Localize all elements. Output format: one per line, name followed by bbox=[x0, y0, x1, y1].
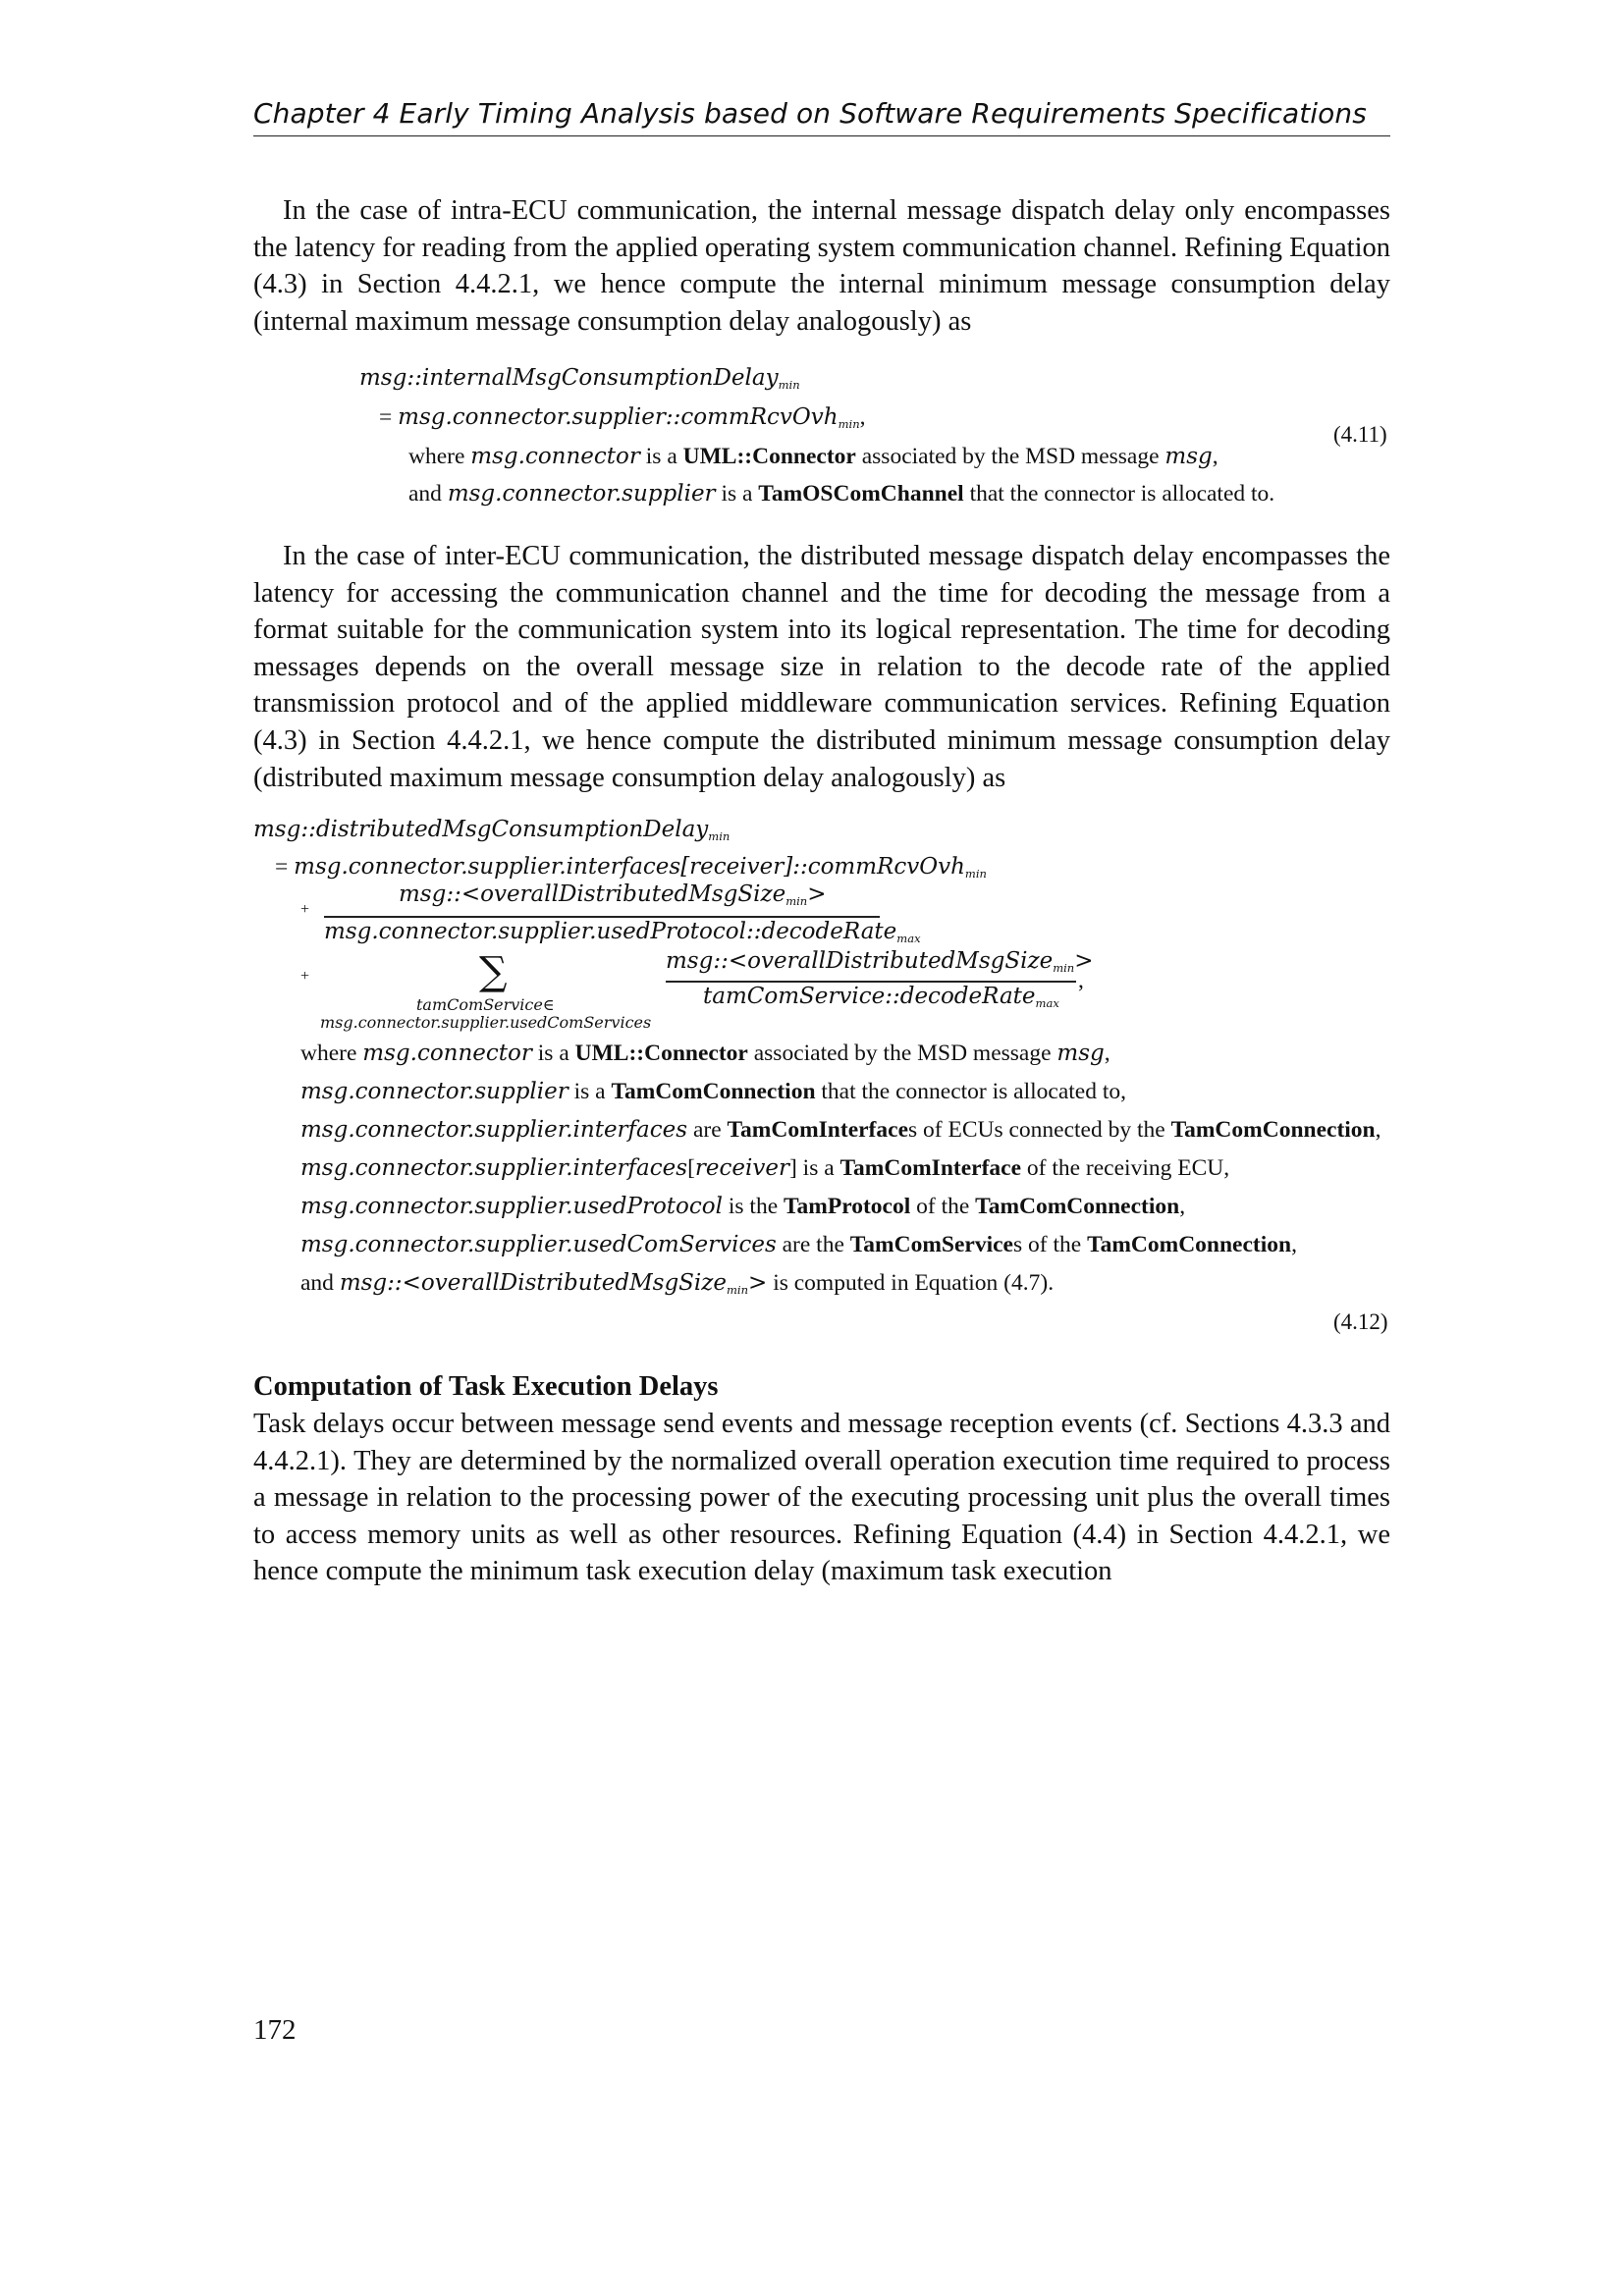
section-heading: Computation of Task Execution Delays bbox=[253, 1371, 719, 1402]
eq412-lhs: msg::distributedMsgConsumptionDelay$_{min}$ bbox=[253, 817, 731, 844]
eq412-where-2: msg.connector.supplier is a TamComConnection that the connector is allocated to, bbox=[300, 1079, 1127, 1104]
trailing-comma: , bbox=[1078, 968, 1084, 993]
summation-symbol: ∑ bbox=[479, 949, 508, 994]
eq412-where-6: msg.connector.supplier.usedComServices are the TamComServices of the TamComConnection, bbox=[300, 1232, 1297, 1257]
paragraph-task-delays: Task delays occur between message send events and message reception events (cf. Sections 4.3.3 and 4.4.2.1). They are determined by the normalized overall operation execution time required to process a message in relation to the processing power of the executing processing unit plus the overall times to access memory units as well as other resources. Refining Equation (4.4) in Section 4.4.2.1, we hence compute the minimum task execution delay (maximum task execution bbox=[253, 1409, 1390, 1587]
paragraph-inter-ecu: In the case of inter-ECU communication, the distributed message dispatch delay encompasses the latency for accessing the communication channel and the time for decoding the message from a format suitable for the communication system into its logical representation. The time for decoding messages depends on the overall message size in relation to the decode rate of the applied transmission protocol and of the applied middleware communication services. Refining Equation (4.3) in Section 4.4.2.1, we hence compute the distributed minimum message consumption delay (distributed maximum message consumption delay analogously) as bbox=[253, 541, 1390, 793]
eq412-rhs-first-term: = msg.connector.supplier.interfaces[receiver]::commRcvOvh$_{min}$ bbox=[275, 854, 987, 881]
eq412-where-7: and msg::<overallDistributedMsgSize$_{min}$> is computed in Equation (4.7). bbox=[300, 1270, 1055, 1298]
plus-sign: + bbox=[300, 968, 310, 985]
page-number: 172 bbox=[253, 2014, 297, 2046]
running-header: Chapter 4 Early Timing Analysis based on Software Requirements Specifications bbox=[253, 94, 1390, 136]
fraction1-denominator: msg.connector.supplier.usedProtocol::decodeRate$_{max}$ bbox=[324, 919, 921, 946]
eq412-where-5: msg.connector.supplier.usedProtocol is the TamProtocol of the TamComConnection, bbox=[300, 1194, 1186, 1219]
eq411-and-line: and msg.connector.supplier is a TamOSComChannel that the connector is allocated to. bbox=[408, 481, 1275, 507]
plus-sign: + bbox=[300, 901, 310, 918]
fraction2-denominator: tamComService::decodeRate$_{max}$ bbox=[703, 984, 1059, 1011]
summation-index: tamComService∈ bbox=[416, 995, 555, 1014]
fraction2-numerator: msg::<overallDistributedMsgSize$_{min}$> bbox=[666, 948, 1094, 976]
equation-number-4-12: (4.12) bbox=[1333, 1309, 1388, 1334]
equation-number-4-11: (4.11) bbox=[1333, 422, 1387, 447]
eq411-rhs: = msg.connector.supplier::commRcvOvh$_{min}$, bbox=[379, 404, 866, 432]
fraction1-bar bbox=[324, 916, 880, 918]
paragraph-intra-ecu: In the case of intra-ECU communication, the internal message dispatch delay only encompasses the latency for reading from the applied operating system communication channel. Refining Equation (4.3) in Section 4.4.2.1, we hence compute the internal minimum message consumption delay (internal maximum message consumption delay analogously) as bbox=[253, 195, 1390, 337]
eq412-where-1: where msg.connector is a UML::Connector associated by the MSD message msg, bbox=[300, 1041, 1110, 1066]
summation-set: msg.connector.supplier.usedComServices bbox=[320, 1013, 652, 1032]
eq411-where-line: where msg.connector is a UML::Connector associated by the MSD message msg, bbox=[408, 444, 1218, 469]
eq411-lhs: msg::internalMsgConsumptionDelay$_{min}$ bbox=[359, 365, 800, 393]
eq412-where-3: msg.connector.supplier.interfaces are TamComInterfaces of ECUs connected by the TamComConnection, bbox=[300, 1117, 1381, 1143]
fraction2-bar bbox=[666, 981, 1076, 983]
eq412-where-4: msg.connector.supplier.interfaces[receiver] is a TamComInterface of the receiving ECU, bbox=[300, 1155, 1230, 1181]
fraction1-numerator: msg::<overallDistributedMsgSize$_{min}$> bbox=[399, 881, 827, 909]
